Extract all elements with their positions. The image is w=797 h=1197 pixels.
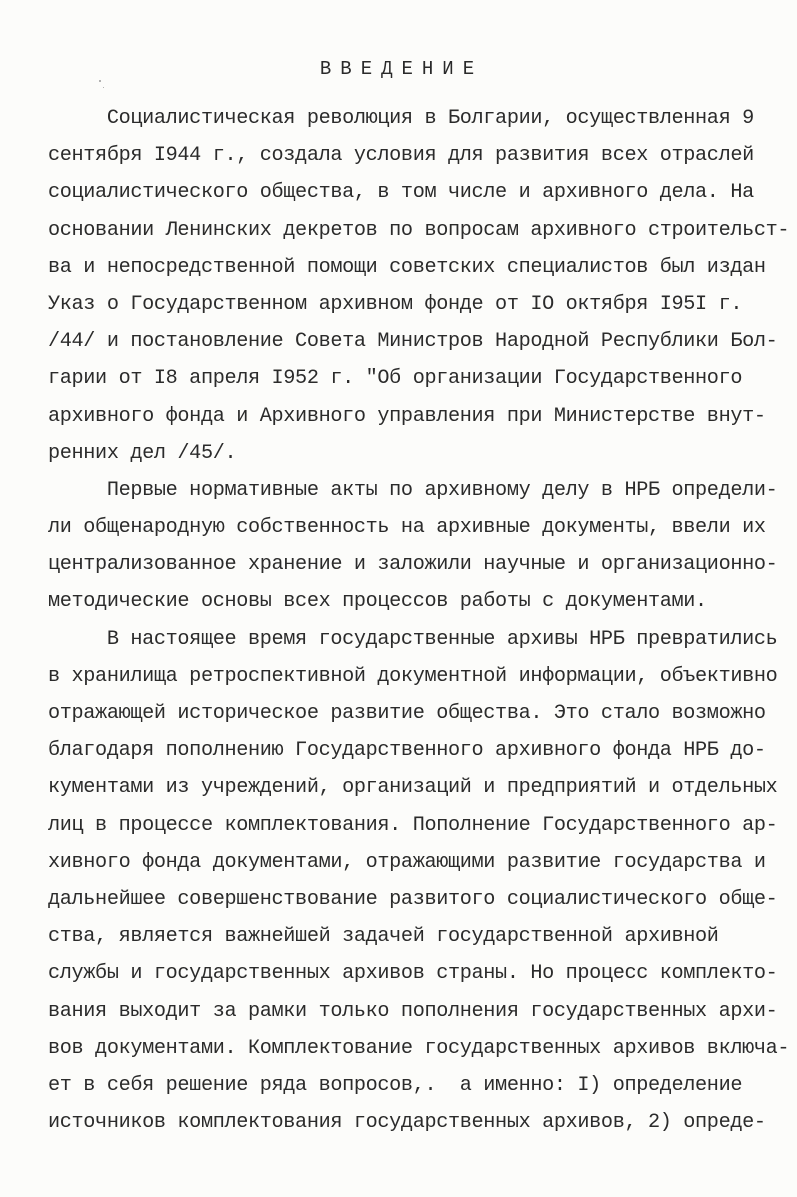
- text-line: ства, является важнейшей задачей государственной архивной: [48, 925, 719, 949]
- text-line: хивного фонда документами, отражающими развитие государства и: [48, 850, 766, 874]
- text-line: централизованное хранение и заложили научные и организационно-: [48, 553, 778, 577]
- text-line: благодаря пополнению Государственного архивного фонда НРБ до-: [48, 739, 766, 763]
- paragraph-2: [48, 472, 778, 621]
- text-line: ва и непосредственной помощи советских специалистов был издан: [48, 255, 766, 279]
- text-line: ет в себя решение ряда вопросов,. а именно: I) определение: [48, 1073, 743, 1097]
- text-line: вания выходит за рамки только пополнения государственных архи-: [48, 999, 778, 1023]
- document-body: [48, 100, 790, 1141]
- text-line: ренних дел /45/.: [48, 441, 237, 465]
- text-line: сентября I944 г., создала условия для развития всех отраслей: [48, 144, 754, 168]
- text-line: /44/ и постановление Совета Министров Народной Республики Бол-: [48, 330, 778, 354]
- text-line: Первые нормативные акты по архивному делу в НРБ определи-: [48, 478, 778, 502]
- text-line: кументами из учреждений, организаций и предприятий и отдельных: [48, 776, 778, 800]
- page-heading: ВВЕДЕНИЕ: [319, 58, 484, 80]
- text-line: В настоящее время государственные архивы НРБ превратились: [48, 627, 778, 651]
- text-line: ли общенародную собственность на архивные документы, ввели их: [48, 516, 766, 540]
- text-line: источников комплектования государственных архивов, 2) опреде-: [48, 1111, 766, 1135]
- text-line: социалистического общества, в том числе и архивного дела. На: [48, 181, 754, 205]
- text-line: методические основы всех процессов работы с документами.: [48, 590, 707, 614]
- text-line: отражающей историческое развитие общества. Это стало возможно: [48, 702, 766, 725]
- paragraph-1: [48, 100, 790, 472]
- text-line: Указ о Государственном архивном фонде от IO октября I95I г.: [48, 292, 743, 316]
- paper-speck: [99, 80, 101, 82]
- text-line: основании Ленинских декретов по вопросам архивного строительст-: [48, 218, 790, 242]
- text-line: Социалистическая революция в Болгарии, осуществленная 9: [48, 107, 754, 130]
- text-line: вов документами. Комплектование государственных архивов включа-: [48, 1036, 790, 1060]
- text-line: гарии от I8 апреля I952 г. "Об организации Государственного: [48, 367, 743, 391]
- text-line: лиц в процессе комплектования. Пополнение Государственного ар-: [48, 813, 778, 837]
- text-line: дальнейшее совершенствование развитого социалистического обще-: [48, 887, 778, 911]
- paragraph-3: [48, 621, 790, 1142]
- text-line: архивного фонда и Архивного управления при Министерстве внут-: [48, 404, 766, 428]
- text-line: в хранилища ретроспективной документной информации, объективно: [48, 664, 778, 688]
- paper-speck: [103, 87, 104, 88]
- text-line: службы и государственных архивов страны. Но процесс комплекто-: [48, 962, 778, 986]
